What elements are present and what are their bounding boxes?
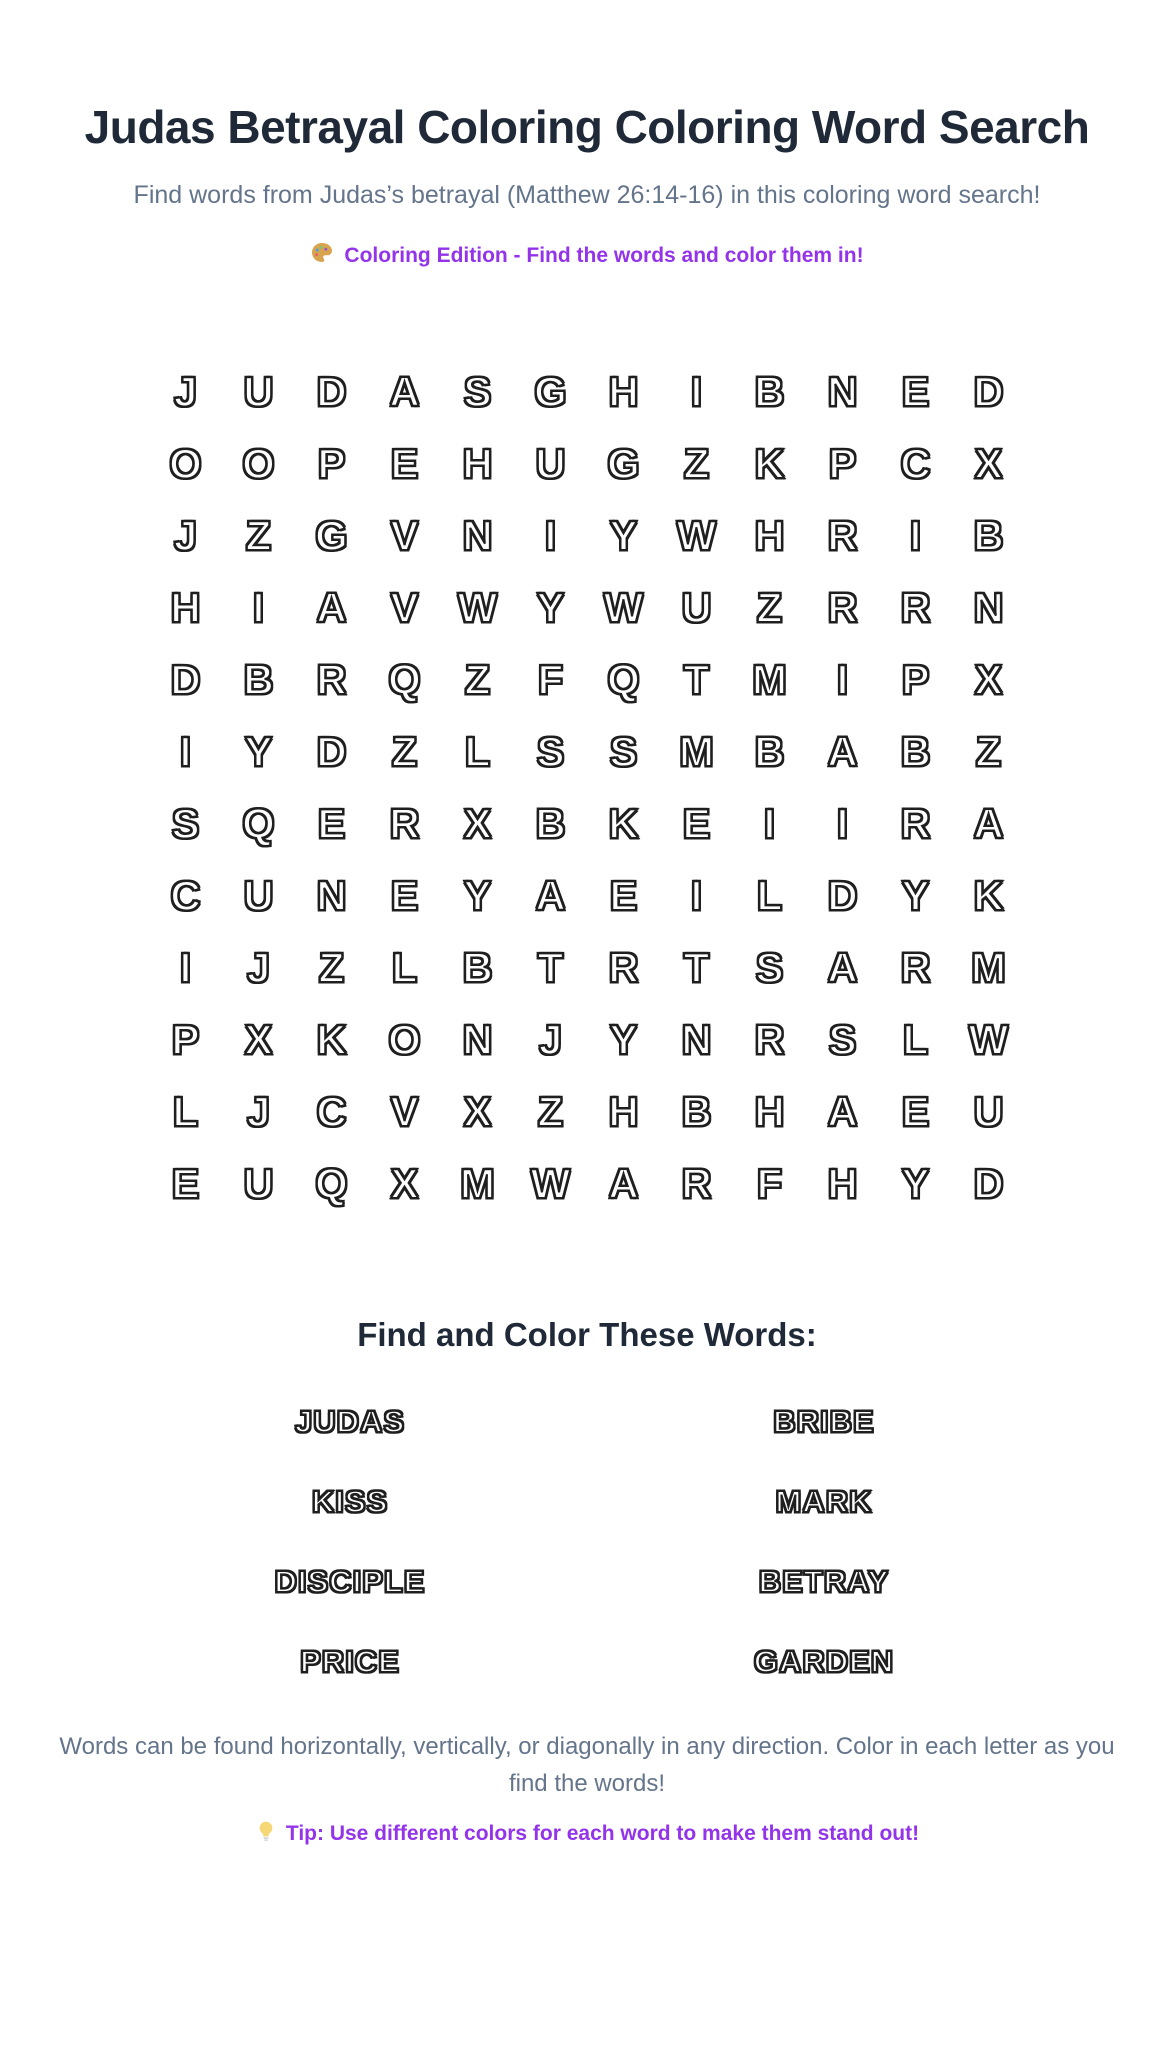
grid-cell-r11c6[interactable]: Z [537, 1087, 564, 1135]
grid-cell-r1c11[interactable]: E [901, 367, 930, 415]
grid-cell-r6c9[interactable]: B [754, 727, 785, 775]
grid-cell-r12c7[interactable]: A [608, 1159, 639, 1207]
grid-cell-r3c1[interactable]: J [173, 511, 198, 559]
grid-cell-r6c2[interactable]: Y [244, 727, 273, 775]
word-item-kiss: KISS [311, 1483, 389, 1519]
grid-cell-r10c8[interactable]: N [681, 1015, 712, 1063]
grid-cell-r7c11[interactable]: R [900, 799, 931, 847]
grid-cell-r3c7[interactable]: Y [609, 511, 638, 559]
lightbulb-icon [255, 1820, 277, 1848]
grid-cell-r7c12[interactable]: A [973, 799, 1004, 847]
word-item-garden: GARDEN [753, 1643, 895, 1679]
grid-cell-r11c8[interactable]: B [681, 1087, 712, 1135]
grid-cell-r9c7[interactable]: R [608, 943, 639, 991]
grid-cell-r6c10[interactable]: A [827, 727, 858, 775]
grid-cell-r11c4[interactable]: V [390, 1087, 419, 1135]
grid-cell-r6c3[interactable]: D [316, 727, 347, 775]
grid-cell-r12c10[interactable]: H [827, 1159, 858, 1207]
grid-cell-r9c6[interactable]: T [537, 943, 564, 991]
grid-cell-r12c8[interactable]: R [681, 1159, 712, 1207]
grid-cell-r2c7[interactable]: G [607, 439, 640, 487]
grid-cell-r10c12[interactable]: W [968, 1015, 1009, 1063]
grid-cell-r9c2[interactable]: J [246, 943, 271, 991]
grid-cell-r6c8[interactable]: M [679, 727, 714, 775]
grid-cell-r10c10[interactable]: S [828, 1015, 857, 1063]
grid-cell-r6c12[interactable]: Z [975, 727, 1002, 775]
grid-cell-r2c2[interactable]: O [242, 439, 275, 487]
grid-cell-r8c5[interactable]: Y [463, 871, 492, 919]
grid-cell-r3c11[interactable]: I [909, 511, 922, 559]
grid-cell-r9c1[interactable]: I [179, 943, 192, 991]
grid-cell-r5c1[interactable]: D [170, 655, 201, 703]
grid-cell-r6c6[interactable]: S [536, 727, 565, 775]
grid-cell-r12c6[interactable]: W [530, 1159, 571, 1207]
grid-cell-r3c3[interactable]: G [315, 511, 348, 559]
grid-cell-r2c8[interactable]: Z [683, 439, 710, 487]
grid-cell-r9c11[interactable]: R [900, 943, 931, 991]
grid-cell-r3c4[interactable]: V [390, 511, 419, 559]
grid-cell-r10c6[interactable]: J [538, 1015, 563, 1063]
grid-cell-r7c7[interactable]: K [608, 799, 639, 847]
grid-cell-r3c6[interactable]: I [544, 511, 557, 559]
grid-cell-r5c4[interactable]: Q [388, 655, 421, 703]
grid-cell-r5c3[interactable]: R [316, 655, 347, 703]
grid-cell-r8c7[interactable]: E [609, 871, 638, 919]
word-item-price: PRICE [300, 1643, 400, 1679]
grid-cell-r8c9[interactable]: L [756, 871, 783, 919]
word-item-betray: BETRAY [758, 1563, 890, 1599]
grid-cell-r12c1[interactable]: E [171, 1159, 200, 1207]
grid-cell-r4c5[interactable]: W [457, 583, 498, 631]
grid-cell-r3c9[interactable]: H [754, 511, 785, 559]
word-item-mark: MARK [775, 1483, 873, 1519]
grid-cell-r10c11[interactable]: L [902, 1015, 929, 1063]
grid-cell-r2c11[interactable]: C [900, 439, 931, 487]
grid-cell-r6c11[interactable]: B [900, 727, 931, 775]
tip-label: Tip: Use different colors for each word to make them stand out! [285, 1822, 920, 1846]
grid-cell-r4c6[interactable]: Y [536, 583, 565, 631]
grid-cell-r4c3[interactable]: A [316, 583, 347, 631]
grid-cell-r1c5[interactable]: S [463, 367, 492, 415]
grid-cell-r2c10[interactable]: P [828, 439, 857, 487]
grid-cell-r4c11[interactable]: R [900, 583, 931, 631]
grid-cell-r5c10[interactable]: I [836, 655, 849, 703]
grid-cell-r4c12[interactable]: N [973, 583, 1004, 631]
grid-cell-r12c4[interactable]: X [390, 1159, 419, 1207]
grid-cell-r1c2[interactable]: U [243, 367, 274, 415]
grid-cell-r7c6[interactable]: B [535, 799, 566, 847]
grid-cell-r10c7[interactable]: Y [609, 1015, 638, 1063]
grid-cell-r8c8[interactable]: I [690, 871, 703, 919]
page-subtitle: Find words from Judas’s betrayal (Matthew 26:14-16) in this coloring word search! [133, 181, 1041, 210]
grid-cell-r3c12[interactable]: B [973, 511, 1004, 559]
grid-cell-r5c11[interactable]: P [901, 655, 930, 703]
grid-cell-r8c6[interactable]: A [535, 871, 566, 919]
word-item-judas: JUDAS [294, 1403, 406, 1439]
grid-cell-r5c12[interactable]: X [974, 655, 1003, 703]
grid-cell-r11c11[interactable]: E [901, 1087, 930, 1135]
grid-cell-r10c5[interactable]: N [462, 1015, 493, 1063]
grid-cell-r7c10[interactable]: I [836, 799, 849, 847]
words-heading: Find and Color These Words: [357, 1315, 817, 1353]
page-title: Judas Betrayal Coloring Coloring Word Search [84, 101, 1090, 153]
grid-cell-r11c9[interactable]: H [754, 1087, 785, 1135]
grid-cell-r1c4[interactable]: A [389, 367, 420, 415]
grid-cell-r7c4[interactable]: R [389, 799, 420, 847]
grid-cell-r10c2[interactable]: X [244, 1015, 273, 1063]
grid-cell-r3c8[interactable]: W [676, 511, 717, 559]
grid-cell-r7c2[interactable]: Q [242, 799, 275, 847]
grid-cell-r8c2[interactable]: U [243, 871, 274, 919]
grid-cell-r2c5[interactable]: H [462, 439, 493, 487]
grid-cell-r1c7[interactable]: H [608, 367, 639, 415]
grid-cell-r2c1[interactable]: O [169, 439, 202, 487]
word-item-disciple: DISCIPLE [274, 1563, 426, 1599]
grid-cell-r5c7[interactable]: Q [607, 655, 640, 703]
grid-cell-r4c2[interactable]: I [252, 583, 265, 631]
grid-cell-r8c12[interactable]: K [973, 871, 1004, 919]
grid-cell-r4c10[interactable]: R [827, 583, 858, 631]
grid-cell-r7c9[interactable]: I [763, 799, 776, 847]
grid-cell-r3c10[interactable]: R [827, 511, 858, 559]
grid-cell-r12c2[interactable]: U [243, 1159, 274, 1207]
grid-cell-r9c5[interactable]: B [462, 943, 493, 991]
grid-cell-r4c4[interactable]: V [390, 583, 419, 631]
grid-cell-r1c1[interactable]: J [173, 367, 198, 415]
grid-cell-r7c8[interactable]: E [682, 799, 711, 847]
grid-cell-r3c5[interactable]: N [462, 511, 493, 559]
grid-cell-r9c10[interactable]: A [827, 943, 858, 991]
grid-cell-r8c11[interactable]: Y [901, 871, 930, 919]
grid-cell-r11c7[interactable]: H [608, 1087, 639, 1135]
grid-cell-r2c4[interactable]: E [390, 439, 419, 487]
word-item-bribe: BRIBE [773, 1403, 875, 1439]
grid-cell-r11c10[interactable]: A [827, 1087, 858, 1135]
grid-cell-r11c1[interactable]: L [172, 1087, 199, 1135]
grid-cell-r11c5[interactable]: X [463, 1087, 492, 1135]
grid-cell-r4c8[interactable]: U [681, 583, 712, 631]
grid-cell-r5c6[interactable]: F [537, 655, 564, 703]
grid-cell-r12c12[interactable]: D [973, 1159, 1004, 1207]
grid-cell-r7c3[interactable]: E [317, 799, 346, 847]
grid-cell-r10c9[interactable]: R [754, 1015, 785, 1063]
grid-cell-r8c3[interactable]: N [316, 871, 347, 919]
grid-cell-r5c8[interactable]: T [683, 655, 710, 703]
grid-cell-r8c4[interactable]: E [390, 871, 419, 919]
grid-cell-r4c9[interactable]: Z [756, 583, 783, 631]
grid-cell-r6c4[interactable]: Z [391, 727, 418, 775]
grid-cell-r9c9[interactable]: S [755, 943, 784, 991]
grid-cell-r12c3[interactable]: Q [315, 1159, 348, 1207]
grid-cell-r2c12[interactable]: X [974, 439, 1003, 487]
tip-note [0, 1820, 1174, 1848]
grid-cell-r5c2[interactable]: B [243, 655, 274, 703]
grid-cell-r10c4[interactable]: O [388, 1015, 421, 1063]
grid-cell-r4c7[interactable]: W [603, 583, 644, 631]
grid-cell-r10c3[interactable]: K [316, 1015, 347, 1063]
word-grid [0, 356, 1174, 1220]
grid-cell-r1c12[interactable]: D [973, 367, 1004, 415]
word-list [0, 1404, 1174, 1680]
grid-cell-r5c9[interactable]: M [752, 655, 787, 703]
grid-cell-r2c6[interactable]: U [535, 439, 566, 487]
grid-cell-r8c10[interactable]: D [827, 871, 858, 919]
grid-cell-r6c5[interactable]: L [464, 727, 491, 775]
coloring-edition-label: Coloring Edition - Find the words and color them in! [344, 243, 864, 267]
grid-cell-r8c1[interactable]: C [170, 871, 201, 919]
grid-cell-r1c10[interactable]: N [827, 367, 858, 415]
coloring-edition-note [0, 241, 1174, 271]
grid-cell-r6c7[interactable]: S [609, 727, 638, 775]
grid-cell-r7c1[interactable]: S [171, 799, 200, 847]
grid-cell-r9c4[interactable]: L [391, 943, 418, 991]
grid-cell-r1c9[interactable]: B [754, 367, 785, 415]
grid-cell-r9c8[interactable]: T [683, 943, 710, 991]
grid-cell-r10c1[interactable]: P [171, 1015, 200, 1063]
grid-cell-r11c2[interactable]: J [246, 1087, 271, 1135]
grid-cell-r1c6[interactable]: G [534, 367, 567, 415]
grid-cell-r11c3[interactable]: C [316, 1087, 347, 1135]
grid-cell-r11c12[interactable]: U [973, 1087, 1004, 1135]
grid-cell-r7c5[interactable]: X [463, 799, 492, 847]
grid-cell-r12c5[interactable]: M [460, 1159, 495, 1207]
grid-cell-r2c3[interactable]: P [317, 439, 346, 487]
grid-cell-r12c9[interactable]: F [756, 1159, 783, 1207]
grid-cell-r6c1[interactable]: I [179, 727, 192, 775]
grid-cell-r3c2[interactable]: Z [245, 511, 272, 559]
instructions-text: Words can be found horizontally, vertically, or diagonally in any direction. Color in each letter as you find the words! [59, 1732, 1115, 1797]
grid-cell-r5c5[interactable]: Z [464, 655, 491, 703]
grid-cell-r12c11[interactable]: Y [901, 1159, 930, 1207]
grid-cell-r4c1[interactable]: H [170, 583, 201, 631]
grid-cell-r1c8[interactable]: I [690, 367, 703, 415]
grid-cell-r1c3[interactable]: D [316, 367, 347, 415]
grid-cell-r9c3[interactable]: Z [318, 943, 345, 991]
grid-cell-r9c12[interactable]: M [971, 943, 1006, 991]
grid-cell-r2c9[interactable]: K [754, 439, 785, 487]
palette-icon [310, 241, 334, 271]
